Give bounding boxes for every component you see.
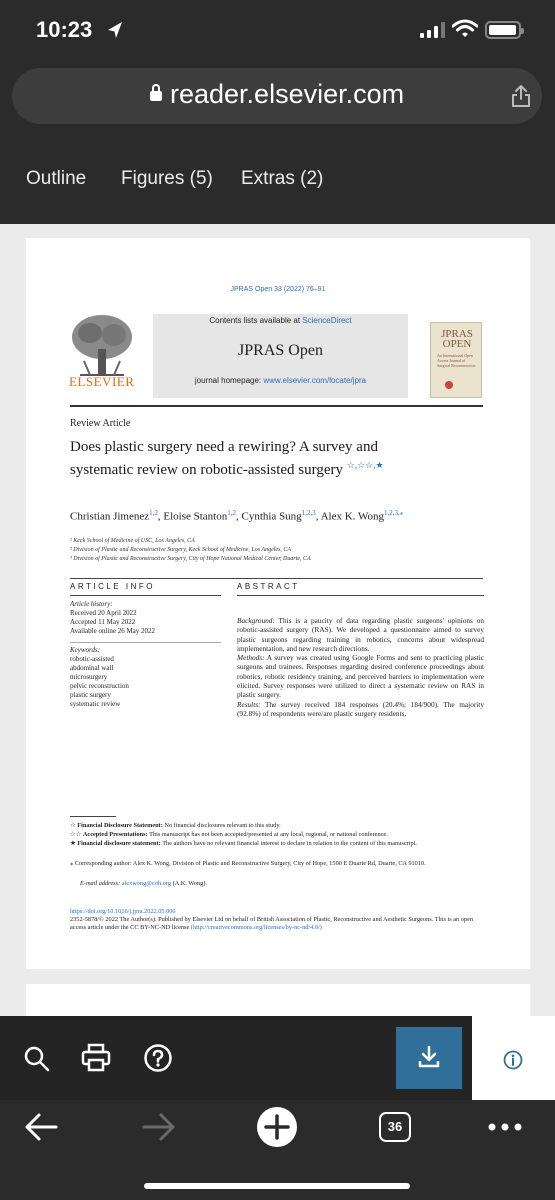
- homepage-prefix: journal homepage:: [194, 376, 262, 385]
- author-affiliation-marks[interactable]: 1,2: [227, 509, 236, 517]
- section-divider: [70, 595, 221, 596]
- email-label: E-mail address:: [80, 880, 121, 887]
- clock: 10:23: [36, 17, 93, 42]
- battery-icon: [485, 21, 521, 39]
- print-icon[interactable]: [81, 1043, 111, 1073]
- tabs-count-button[interactable]: 36: [379, 1112, 411, 1142]
- tab-outline[interactable]: Outline: [26, 168, 87, 189]
- doi-block: [70, 908, 484, 933]
- footnote-text: This manuscript has not been accepted/presented at any local, regional, or national conference.: [149, 831, 388, 838]
- contents-prefix: Contents lists available at: [209, 316, 301, 325]
- footnote-label: Financial Disclosure Statement:: [77, 822, 163, 829]
- abstract-body: A survey was created using Google Forms and sent to practicing plastic surgeons and trainees. Responses regarding desired conference proceedings about robotics, robotic residency training, and perceived barriers to implementation were elicited. Survey responses were utilized to direct a systematic review on RAS in plastic surgery.: [237, 653, 484, 700]
- homepage-link[interactable]: www.elsevier.com/locate/jpra: [263, 376, 367, 385]
- footnote-mark: ☆: [70, 822, 76, 829]
- keywords: [70, 646, 200, 709]
- affiliation: ¹ Keck School of Medicine of USC, Los Angeles, CA: [70, 538, 195, 544]
- keyword: robotic-assisted: [70, 655, 114, 663]
- article-page: [26, 238, 530, 969]
- forward-arrow-icon[interactable]: [142, 1112, 176, 1142]
- cover-title: JPRAS OPEN: [441, 328, 473, 350]
- contents-line: [153, 316, 408, 325]
- history-item: Received 20 April 2022: [70, 609, 137, 617]
- lock-icon: [150, 91, 162, 101]
- footnote-mark: ☆☆: [70, 831, 82, 838]
- footnote-text: No financial disclosures relevant to this study.: [164, 822, 281, 829]
- location-arrow-icon: [106, 20, 124, 40]
- browser-chrome: [0, 62, 555, 138]
- footnote: [70, 840, 484, 848]
- more-options-icon[interactable]: [487, 1122, 523, 1132]
- reader-toolbar: [0, 1016, 555, 1100]
- keyword: microsurgery: [70, 673, 108, 681]
- abstract-text: [237, 616, 484, 718]
- article-title: [70, 438, 390, 479]
- keywords-label: Keywords:: [70, 646, 101, 654]
- abstract-label: Results:: [237, 699, 261, 709]
- email-line: [70, 880, 484, 888]
- doi-link[interactable]: https://doi.org/10.1016/j.jpra.2022.05.006: [70, 908, 176, 915]
- reader-tab-bar: [0, 138, 555, 224]
- author-name[interactable]: Christian Jimenez: [70, 510, 150, 523]
- journal-cover-image: [430, 322, 482, 398]
- author-list: Christian Jimenez$^{1,2}$, Eloise Stanton$^{1,2}$, Cynthia Sung$^{1,2,3}$, Alex K. Wong$^{1,2,3,⁎}$: [70, 509, 404, 523]
- history-item: Available online 26 May 2022: [70, 627, 156, 635]
- keyword: systematic review: [70, 700, 121, 708]
- url-text[interactable]: reader.elsevier.com: [170, 79, 405, 109]
- author-affiliation-marks[interactable]: 1,2: [149, 509, 158, 517]
- share-icon[interactable]: [510, 84, 532, 108]
- section-divider: [70, 578, 483, 579]
- browser-nav-bar: [0, 1100, 555, 1200]
- footnote: [70, 831, 484, 839]
- abstract-label: Background:: [237, 616, 275, 625]
- wifi-icon: [452, 19, 478, 39]
- keyword: abdominal wall: [70, 664, 114, 672]
- journal-name: JPRAS Open: [238, 342, 323, 359]
- journal-homepage: [153, 376, 408, 385]
- email-suffix: (A.K. Wong).: [172, 880, 207, 887]
- abstract-label: Methods:: [237, 653, 265, 663]
- abstract-heading: ABSTRACT: [237, 582, 300, 591]
- footnote-mark: ★: [70, 840, 76, 847]
- cellular-signal-icon: [420, 22, 445, 38]
- history-label: Article history:: [70, 600, 113, 608]
- author-name[interactable]: Eloise Stanton: [163, 510, 228, 523]
- footnote: [70, 860, 484, 868]
- footnote-mark: ⁎: [70, 860, 74, 867]
- download-button[interactable]: [396, 1027, 462, 1089]
- header-divider: [70, 405, 483, 407]
- address-bar[interactable]: [12, 68, 542, 124]
- info-divider: [70, 642, 221, 643]
- help-icon[interactable]: [143, 1043, 173, 1073]
- author-name[interactable]: Cynthia Sung: [241, 510, 302, 523]
- next-page-preview: [26, 984, 530, 1016]
- back-arrow-icon[interactable]: [24, 1112, 58, 1142]
- cover-subtitle: An International Open Access Journal of Surgical Reconstruction: [437, 353, 476, 368]
- title-footnote-marks[interactable]: ☆,☆☆,★: [346, 460, 384, 470]
- author-name[interactable]: Alex K. Wong: [320, 510, 384, 523]
- affiliation: ² Division of Plastic and Reconstructive Surgery, Keck School of Medicine, Los Angeles, CA: [70, 547, 292, 553]
- author-affiliation-marks[interactable]: 1,2,3,⁎: [383, 509, 404, 517]
- keyword: pelvic reconstruction: [70, 682, 129, 690]
- license-link[interactable]: (http://creativecommons.org/licenses/by-nc-nd/4.0/): [190, 924, 322, 932]
- elsevier-wordmark: ELSEVIER: [69, 374, 135, 389]
- article-title-text: Does plastic surgery need a rewiring? A survey and systematic review on robotic-assisted surgery: [70, 439, 378, 478]
- article-history: [70, 600, 200, 636]
- footnote: [70, 822, 484, 830]
- history-item: Accepted 11 May 2022: [70, 618, 136, 626]
- article-type: Review Article: [70, 418, 131, 429]
- tab-extras[interactable]: Extras (2): [241, 168, 324, 189]
- sciencedirect-link[interactable]: ScienceDirect: [302, 316, 352, 325]
- status-bar: [0, 0, 555, 62]
- cover-emblem: [445, 381, 453, 389]
- affiliation: ³ Division of Plastic and Reconstructive Surgery, City of Hope National Medical Center, Duarte, CA: [70, 556, 311, 562]
- keyword: plastic surgery: [70, 691, 111, 699]
- section-divider: [237, 595, 484, 596]
- author-affiliation-marks[interactable]: 1,2,3: [301, 509, 316, 517]
- new-tab-icon[interactable]: [256, 1106, 298, 1148]
- footnote-divider: [70, 816, 116, 817]
- download-icon: [417, 1045, 441, 1069]
- abstract-body: The survey received 184 responses (20.4%; 184/900). The majority (92.8%) of respondents were/are plastic surgery residents,: [237, 699, 484, 718]
- article-info-heading: ARTICLE INFO: [70, 582, 155, 591]
- journal-header-box: [153, 314, 408, 398]
- tab-figures[interactable]: Figures (5): [121, 168, 213, 189]
- journal-citation[interactable]: JPRAS Open 33 (2022) 76–91: [230, 286, 326, 293]
- footnote-label: Accepted Presentations:: [82, 831, 148, 838]
- info-icon: [503, 1050, 523, 1070]
- email-link[interactable]: alexwong@coh.org: [121, 880, 171, 887]
- footnote-text: The authors have no relevant financial interest to declare in relation to the content of this manuscript.: [162, 840, 417, 847]
- article-info-button[interactable]: [472, 1016, 555, 1100]
- home-indicator[interactable]: [144, 1183, 410, 1189]
- search-icon[interactable]: [24, 1046, 50, 1072]
- footnote-label: Financial disclosure statement:: [77, 840, 161, 847]
- footnote-text: Corresponding author: Alex K. Wong, Division of Plastic and Reconstructive Surgery, City of Hope, 1500 E Duarte Rd, Duarte, CA 91010.: [74, 860, 426, 867]
- abstract-body: This is a paucity of data regarding plastic surgeons' opinions on robotic-assisted surgery (RAS). We developed a questionnaire aimed to survey plastic surgeons regarding training in robotics, concerns about widespread implementation, and new research directions.: [237, 616, 484, 653]
- license-text: 2352-5878/© 2022 The Author(s). Published by Elsevier Ltd on behalf of British Association of Plastic, Reconstructive and Aesthetic Surgeons. This is an open access article under the CC BY-NC-ND license: [70, 916, 474, 932]
- reader-content[interactable]: [0, 224, 555, 1016]
